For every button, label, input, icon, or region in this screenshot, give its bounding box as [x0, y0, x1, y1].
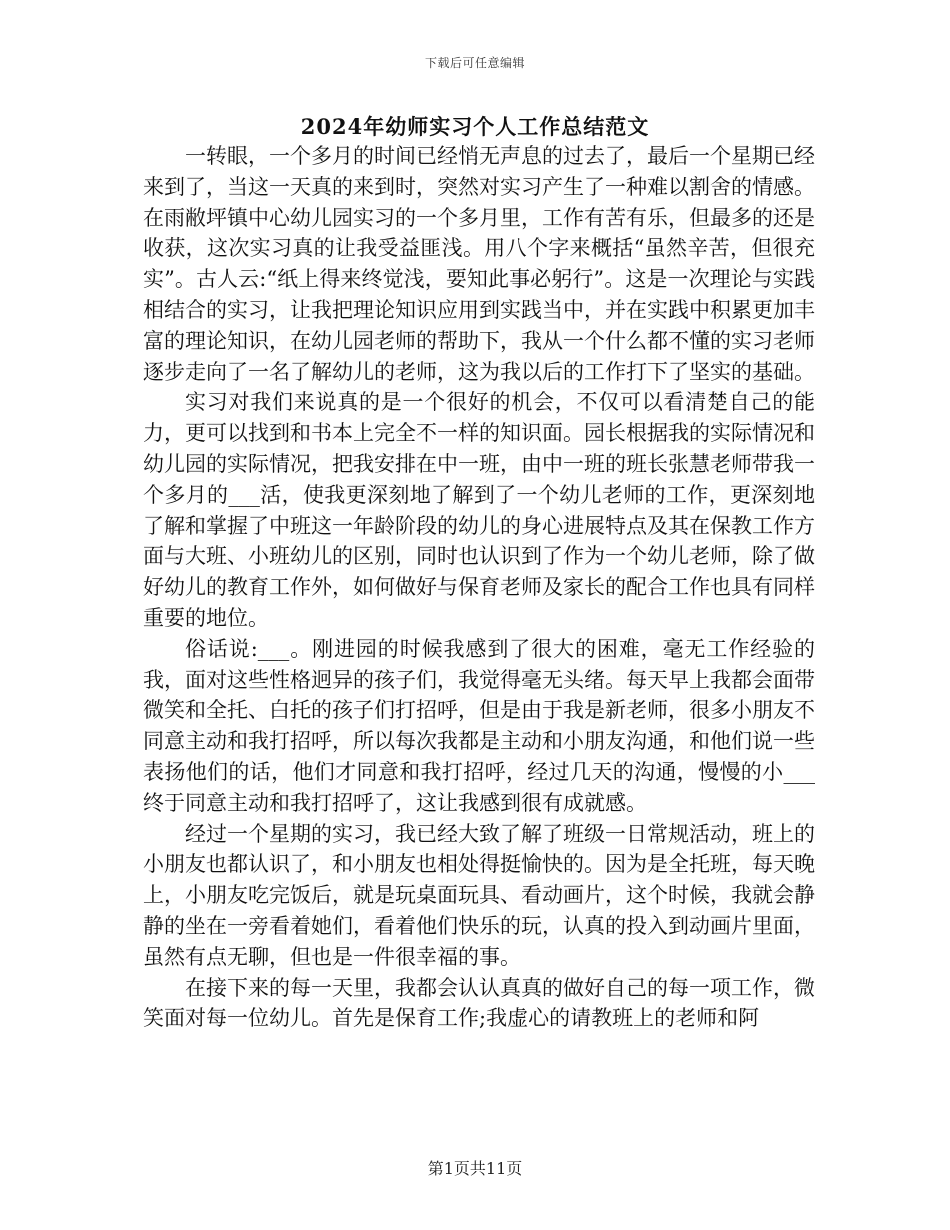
document-title: 2024年幼师实习个人工作总结范文 — [300, 114, 650, 139]
paragraph: 实习对我们来说真的是一个很好的机会，不仅可以看清楚自己的能力，更可以找到和书本上完全不一样的知识面。园长根据我的实际情况和幼儿园的实际情况，把我安排在中一班，由中一班的班长张慧老师带我一个多月的___活，使我更深刻地了解到了一个幼儿老师的工作，更深刻地了解和掌握了中班这一年龄阶段的幼儿的身心进展特点及其在保教工作方面与大班、小班幼儿的区别，同时也认识到了作为一个幼儿老师，除了做好幼儿的教育工作外，如何做好与保育老师及家长的配合工作也具有同样重要的地位。 — [143, 390, 815, 630]
page-footer: 第1页共11页 — [427, 1159, 523, 1178]
paragraph: 俗话说:___。刚进园的时候我感到了很大的困难，毫无工作经验的我，面对这些性格迥异的孩子们，我觉得毫无头绪。每天早上我都会面带微笑和全托、白托的孩子们打招呼，但是由于我是新老师，很多小朋友不同意主动和我打招呼，所以每次我都是主动和小朋友沟通，和他们说一些表扬他们的话，他们才同意和我打招呼，经过几天的沟通，慢慢的小___终于同意主动和我打招呼了，这让我感到很有成就感。 — [143, 636, 815, 815]
header-note: 下载后可任意编辑 — [424, 56, 525, 70]
paragraph: 一转眼，一个多月的时间已经悄无声息的过去了，最后一个星期已经来到了，当这一天真的来到时，突然对实习产生了一种难以割舍的情感。在雨敝坪镇中心幼儿园实习的一个多月里，工作有苦有乐，但最多的还是收获，这次实习真的让我受益匪浅。用八个字来概括“虽然辛苦，但很充实”。古人云:“纸上得来终觉浅，要知此事必躬行”。这是一次理论与实践相结合的实习，让我把理论知识应用到实践当中，并在实践中积累更加丰富的理论知识，在幼儿园老师的帮助下，我从一个什么都不懂的实习老师逐步走向了一名了解幼儿的老师，这为我以后的工作打下了坚实的基础。 — [143, 144, 815, 384]
document-body — [143, 141, 815, 1034]
paragraph: 经过一个星期的实习，我已经大致了解了班级一日常规活动，班上的小朋友也都认识了，和小朋友也相处得挺愉快的。因为是全托班，每天晚上，小朋友吃完饭后，就是玩桌面玩具、看动画片，这个时候，我就会静静的坐在一旁看着她们，看着他们快乐的玩，认真的投入到动画片里面，虽然有点无聊，但也是一件很幸福的事。 — [143, 821, 815, 969]
paragraph: 在接下来的每一天里，我都会认认真真的做好自己的每一项工作，微笑面对每一位幼儿。首先是保育工作;我虚心的请教班上的老师和阿 — [143, 975, 815, 1031]
